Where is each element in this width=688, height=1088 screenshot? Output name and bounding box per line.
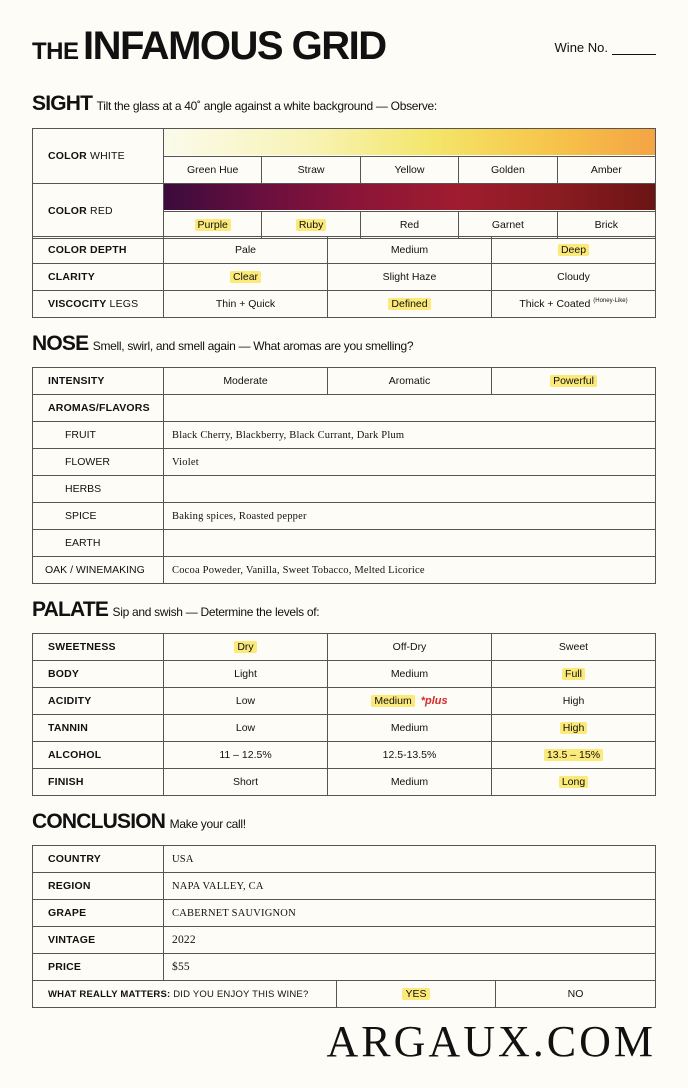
grape-label: GRAPE bbox=[33, 900, 164, 927]
palate-heading bbox=[32, 598, 319, 622]
option-sweet[interactable]: Sweet bbox=[492, 634, 656, 661]
oak-label: OAK / WINEMAKING bbox=[33, 557, 164, 584]
spice-field[interactable]: Baking spices, Roasted pepper bbox=[164, 503, 656, 530]
option-alcohol-low[interactable]: 11 – 12.5% bbox=[164, 742, 328, 769]
option-light[interactable]: Light bbox=[164, 661, 328, 688]
alcohol-label: ALCOHOL bbox=[33, 742, 164, 769]
nose-table bbox=[32, 367, 656, 584]
option-deep[interactable]: Deep bbox=[492, 237, 656, 264]
red-swatch bbox=[164, 184, 656, 212]
vintage-label: VINTAGE bbox=[33, 927, 164, 954]
option-aromatic[interactable]: Aromatic bbox=[328, 368, 492, 395]
option-red[interactable]: Red bbox=[360, 211, 458, 239]
option-clear[interactable]: Clear bbox=[164, 264, 328, 291]
plus-note: *plus bbox=[420, 695, 448, 707]
option-brick[interactable]: Brick bbox=[557, 211, 655, 239]
conclusion-title: CONCLUSION bbox=[32, 810, 166, 833]
palate-table bbox=[32, 633, 656, 796]
color-red-label: COLOR RED bbox=[33, 184, 164, 239]
viscosity-label: VISCOCITY LEGS bbox=[33, 291, 164, 318]
option-low-acidity[interactable]: Low bbox=[164, 688, 328, 715]
option-high-tannin[interactable]: High bbox=[492, 715, 656, 742]
sight-table bbox=[32, 128, 656, 239]
title-main: INFAMOUS GRID bbox=[82, 24, 386, 68]
color-white-label: COLOR WHITE bbox=[33, 129, 164, 184]
region-field[interactable]: NAPA VALLEY, CA bbox=[164, 873, 656, 900]
option-alcohol-high[interactable]: 13.5 – 15% bbox=[492, 742, 656, 769]
aromas-label: AROMAS/FLAVORS bbox=[33, 395, 164, 422]
earth-field[interactable] bbox=[164, 530, 656, 557]
option-medium-depth[interactable]: Medium bbox=[328, 237, 492, 264]
option-straw[interactable]: Straw bbox=[262, 156, 360, 184]
clarity-label: CLARITY bbox=[33, 264, 164, 291]
herbs-label: HERBS bbox=[33, 476, 164, 503]
conclusion-heading bbox=[32, 810, 246, 834]
option-defined[interactable]: Defined bbox=[328, 291, 492, 318]
option-yes[interactable]: YES bbox=[337, 981, 496, 1008]
option-powerful[interactable]: Powerful bbox=[492, 368, 656, 395]
option-garnet[interactable]: Garnet bbox=[459, 211, 557, 239]
white-swatch bbox=[164, 129, 656, 157]
region-label: REGION bbox=[33, 873, 164, 900]
body-label: BODY bbox=[33, 661, 164, 688]
option-dry[interactable]: Dry bbox=[164, 634, 328, 661]
sight-subtitle: Tilt the glass at a 40˚ angle against a white background — Observe: bbox=[96, 99, 437, 113]
option-long[interactable]: Long bbox=[492, 769, 656, 796]
option-full[interactable]: Full bbox=[492, 661, 656, 688]
finish-label: FINISH bbox=[33, 769, 164, 796]
wine-number-field[interactable] bbox=[555, 40, 656, 55]
title-the: THE bbox=[32, 38, 79, 65]
argaux-logo: ARGAUX.COM bbox=[326, 1017, 656, 1066]
flower-label: FLOWER bbox=[33, 449, 164, 476]
palate-subtitle: Sip and swish — Determine the levels of: bbox=[112, 605, 320, 619]
fruit-field[interactable]: Black Cherry, Blackberry, Black Currant, Dark Plum bbox=[164, 422, 656, 449]
option-moderate[interactable]: Moderate bbox=[164, 368, 328, 395]
nose-heading bbox=[32, 332, 413, 356]
enjoy-table bbox=[32, 980, 656, 1008]
option-high-acidity[interactable]: High bbox=[492, 688, 656, 715]
grape-field[interactable]: CABERNET SAUVIGNON bbox=[164, 900, 656, 927]
page-title bbox=[32, 24, 386, 69]
earth-label: EARTH bbox=[33, 530, 164, 557]
option-off-dry[interactable]: Off-Dry bbox=[328, 634, 492, 661]
option-low-tannin[interactable]: Low bbox=[164, 715, 328, 742]
sweetness-label: SWEETNESS bbox=[33, 634, 164, 661]
option-medium-body[interactable]: Medium bbox=[328, 661, 492, 688]
option-short[interactable]: Short bbox=[164, 769, 328, 796]
country-field[interactable]: USA bbox=[164, 846, 656, 873]
option-medium-tannin[interactable]: Medium bbox=[328, 715, 492, 742]
nose-title: NOSE bbox=[32, 332, 89, 355]
sight-title: SIGHT bbox=[32, 92, 93, 115]
option-thin-quick[interactable]: Thin + Quick bbox=[164, 291, 328, 318]
sight-table-2 bbox=[32, 236, 656, 318]
spice-label: SPICE bbox=[33, 503, 164, 530]
option-ruby[interactable]: Ruby bbox=[262, 211, 360, 239]
option-medium-finish[interactable]: Medium bbox=[328, 769, 492, 796]
price-label: PRICE bbox=[33, 954, 164, 981]
option-green-hue[interactable]: Green Hue bbox=[164, 156, 262, 184]
sight-heading bbox=[32, 92, 437, 116]
intensity-label: INTENSITY bbox=[33, 368, 164, 395]
oak-field[interactable]: Cocoa Poweder, Vanilla, Sweet Tobacco, Melted Licorice bbox=[164, 557, 656, 584]
option-medium-acidity[interactable]: Medium *plus bbox=[328, 688, 492, 715]
enjoy-label: WHAT REALLY MATTERS: DID YOU ENJOY THIS WINE? bbox=[33, 981, 337, 1008]
herbs-field[interactable] bbox=[164, 476, 656, 503]
option-golden[interactable]: Golden bbox=[459, 156, 557, 184]
wine-number-line bbox=[612, 54, 656, 55]
option-slight-haze[interactable]: Slight Haze bbox=[328, 264, 492, 291]
flower-field[interactable]: Violet bbox=[164, 449, 656, 476]
option-pale[interactable]: Pale bbox=[164, 237, 328, 264]
palate-title: PALATE bbox=[32, 598, 109, 621]
option-amber[interactable]: Amber bbox=[557, 156, 655, 184]
conclusion-subtitle: Make your call! bbox=[169, 817, 246, 831]
vintage-field[interactable]: 2022 bbox=[164, 927, 656, 954]
color-depth-label: COLOR DEPTH bbox=[33, 237, 164, 264]
option-alcohol-mid[interactable]: 12.5-13.5% bbox=[328, 742, 492, 769]
option-cloudy[interactable]: Cloudy bbox=[492, 264, 656, 291]
option-purple[interactable]: Purple bbox=[164, 211, 262, 239]
option-no[interactable]: NO bbox=[496, 981, 656, 1008]
tannin-label: TANNIN bbox=[33, 715, 164, 742]
fruit-label: FRUIT bbox=[33, 422, 164, 449]
nose-subtitle: Smell, swirl, and smell again — What aromas are you smelling? bbox=[92, 339, 414, 353]
acidity-label: ACIDITY bbox=[33, 688, 164, 715]
option-thick-coated[interactable]: Thick + Coated $^{(Honey-Like)}$ bbox=[492, 291, 656, 318]
conclusion-table bbox=[32, 845, 656, 981]
wine-number-label: Wine No. bbox=[554, 40, 608, 55]
country-label: COUNTRY bbox=[33, 846, 164, 873]
aromas-field[interactable] bbox=[164, 395, 656, 422]
price-field[interactable]: $55 bbox=[164, 954, 656, 981]
option-yellow[interactable]: Yellow bbox=[360, 156, 458, 184]
